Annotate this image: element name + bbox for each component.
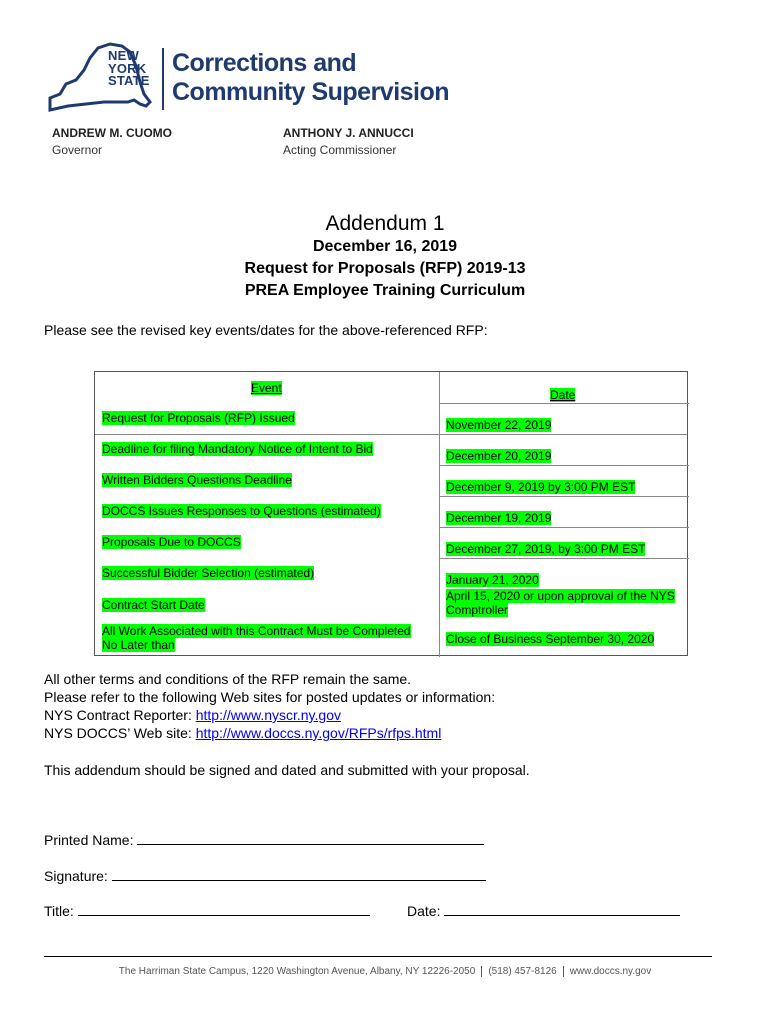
event-cell: Contract Start Date <box>102 598 205 612</box>
refer-text: Please refer to the following Web sites for posted updates or information: <box>44 689 496 705</box>
rfp-subject: PREA Employee Training Curriculum <box>244 282 526 299</box>
event-cell: All Work Associated with this Contract Must be Completed No Later than <box>102 624 411 652</box>
commissioner-name: ANTHONY J. ANNUCCI <box>283 126 414 140</box>
event-cell: Deadline for filing Mandatory Notice of Intent to Bid <box>102 442 373 456</box>
date-cell: December 27, 2019, by 3:00 PM EST <box>446 542 646 556</box>
terms-text: All other terms and conditions of the RFP remain the same. <box>44 671 412 687</box>
date-cell: January 21, 2020 <box>446 573 539 587</box>
event-cell: Proposals Due to DOCCS <box>102 535 241 549</box>
governor-name: ANDREW M. CUOMO <box>52 126 172 140</box>
governor-title: Governor <box>52 143 103 157</box>
addendum-heading: Addendum 1 <box>325 212 445 235</box>
event-cell: DOCCS Issues Responses to Questions (estimated) <box>102 504 381 518</box>
signature-line[interactable] <box>112 868 486 881</box>
key-dates-table <box>94 371 688 656</box>
event-cell: Request for Proposals (RFP) Issued <box>102 411 295 425</box>
signature-field[interactable]: Signature: <box>44 868 486 884</box>
footer-address: The Harriman State Campus, 1220 Washington Avenue, Albany, NY 12226-2050 <box>118 966 476 978</box>
contract-reporter-link[interactable]: http://www.nyscr.ny.gov <box>195 707 341 723</box>
date-cell: November 22, 2019 <box>446 418 552 432</box>
date-cell: December 19, 2019 <box>446 511 552 525</box>
header-date: Date <box>550 388 576 402</box>
event-cell: Successful Bidder Selection (estimated) <box>102 566 315 580</box>
date-field[interactable]: Date: <box>407 903 680 919</box>
logo-divider <box>162 48 164 110</box>
footer <box>0 966 770 977</box>
commissioner-title: Acting Commissioner <box>283 143 397 157</box>
addendum-date: December 16, 2019 <box>312 238 458 255</box>
date-cell: April 15, 2020 or upon approval of the NYS Comptroller <box>446 589 675 617</box>
title-line[interactable] <box>78 903 370 916</box>
doccs-rfp-link[interactable]: http://www.doccs.ny.gov/RFPs/rfps.html <box>195 725 442 741</box>
footer-phone: (518) 457-8126 <box>488 966 557 978</box>
contract-reporter-line: NYS Contract Reporter: http://www.nyscr.ny.gov <box>44 707 341 723</box>
date-cell: Close of Business September 30, 2020 <box>446 632 655 646</box>
date-cell: December 20, 2019 <box>446 449 552 463</box>
printed-name-field[interactable]: Printed Name: <box>44 832 484 848</box>
footer-divider <box>44 956 712 957</box>
printed-name-line[interactable] <box>137 832 484 845</box>
title-field[interactable]: Title: <box>44 903 370 919</box>
signoff-text: This addendum should be signed and dated and submitted with your proposal. <box>44 762 530 778</box>
date-cell: December 9, 2019 by 3:00 PM EST <box>446 480 636 494</box>
date-line[interactable] <box>444 903 680 916</box>
logo-state-wordmark: NEW YORK STATE <box>108 48 150 88</box>
column-divider <box>439 372 440 657</box>
footer-web: www.doccs.ny.gov <box>569 966 652 978</box>
event-cell: Written Bidders Questions Deadline <box>102 473 292 487</box>
header-event: Event <box>251 381 282 395</box>
intro-text: Please see the revised key events/dates for the above-referenced RFP: <box>44 322 488 338</box>
doccs-website-line: NYS DOCCS’ Web site: http://www.doccs.ny.gov/RFPs/rfps.html <box>44 725 442 741</box>
agency-name: Corrections and Community Supervision <box>172 49 450 106</box>
rfp-number: Request for Proposals (RFP) 2019-13 <box>244 260 526 277</box>
